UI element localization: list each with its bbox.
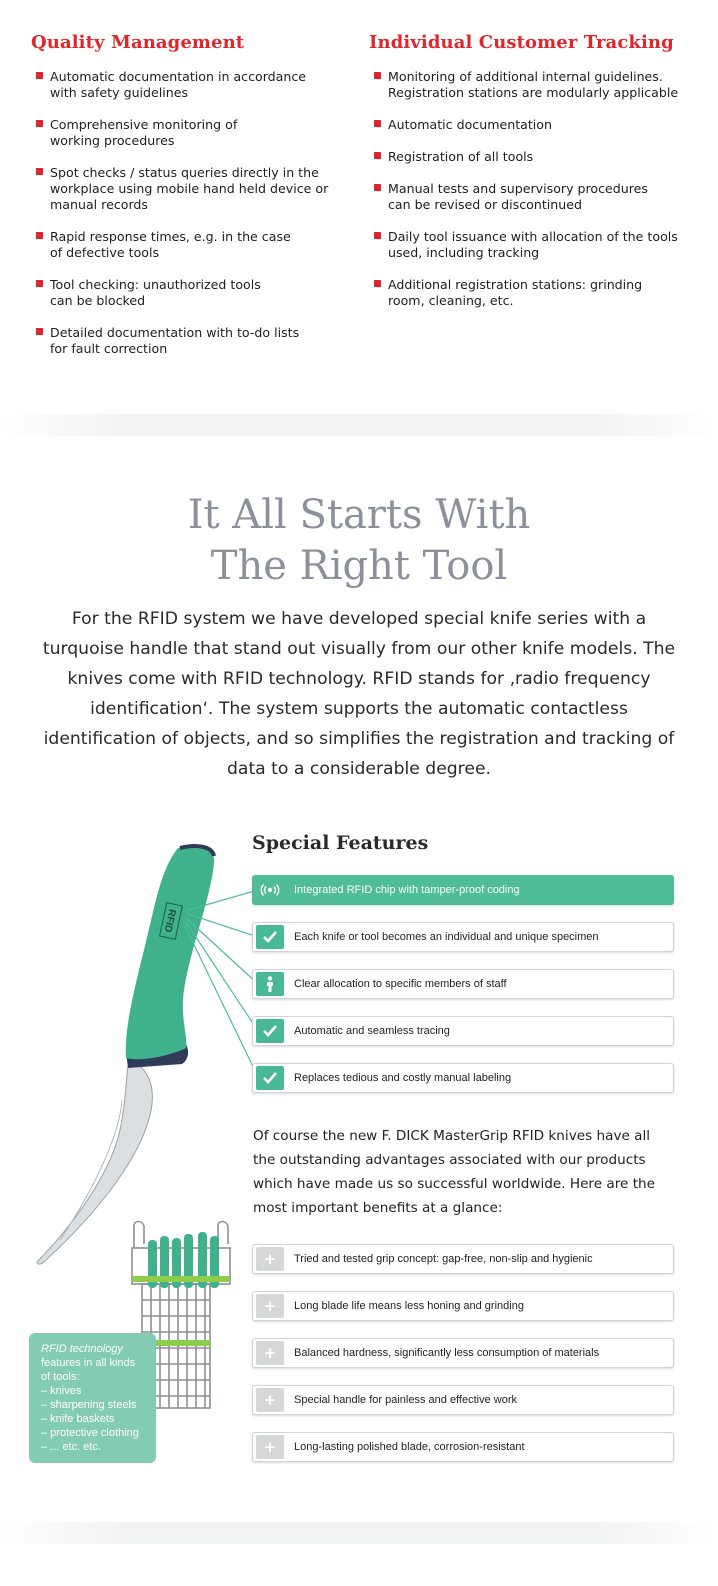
benefit-item [252,1385,674,1415]
bullet-square-icon [374,152,381,159]
info-box-line: – knife baskets [41,1413,115,1425]
list-item: Automatic documentation in accordance with safety guidelines [36,69,336,101]
info-box-line: of tools: [41,1371,80,1383]
feature-manual-labeling [252,1063,674,1093]
rfid-signal-icon [256,878,284,902]
list-item: Comprehensive monitoring of working procedures [36,117,336,149]
feature-label: Each knife or tool becomes an individual and unique specimen [294,931,599,943]
bullet-square-icon [36,120,43,127]
benefit-item [252,1244,674,1274]
bullet-square-icon [36,280,43,287]
bullet-square-icon [36,168,43,175]
quality-management-title: Quality Management [31,32,245,53]
hero-title: It All Starts With The Right Tool [187,492,531,589]
info-box-line: – protective clothing [41,1427,139,1439]
benefit-label: Long-lasting polished blade, corrosion-resistant [294,1441,525,1453]
info-box-line: – knives [41,1385,82,1397]
bullet-square-icon [374,72,381,79]
benefit-item [252,1432,674,1462]
feature-label: Replaces tedious and costly manual labeling [294,1072,512,1084]
rfid-technology-info-box [29,1333,156,1463]
special-features-title: Special Features [252,832,429,854]
benefit-label: Balanced hardness, significantly less consumption of materials [294,1347,600,1359]
bullet-square-icon [36,328,43,335]
quality-management-list [36,69,336,357]
person-icon [256,972,284,996]
list-item: Spot checks / status queries directly in the workplace using mobile hand held device or manual records [36,165,336,213]
feature-unique-specimen [252,922,674,952]
list-item: Manual tests and supervisory procedures can be revised or discontinued [374,181,704,213]
benefits-intro-paragraph: Of course the new F. DICK MasterGrip RFID knives have all the outstanding advantages associated with our products which have made us so successful worldwide. Here are the most important benefits at a glance: [253,1128,656,1216]
feature-rfid-chip [252,875,674,905]
list-item: Detailed documentation with to-do lists for fault correction [36,325,336,357]
plus-icon: + [256,1341,284,1365]
info-box-heading: RFID technology [41,1343,123,1355]
checkmark-icon [256,925,284,949]
info-box-line: – ... etc. etc. [41,1441,101,1453]
info-box-line: features in all kinds [41,1357,136,1369]
list-item: Daily tool issuance with allocation of the tools used, including tracking [374,229,704,261]
benefit-label: Special handle for painless and effective work [294,1394,517,1406]
benefit-item [252,1291,674,1321]
list-item: Monitoring of additional internal guidelines. Registration stations are modularly applicable [374,69,704,101]
customer-tracking-list [374,69,704,309]
checkmark-icon [256,1019,284,1043]
list-item: Registration of all tools [374,149,704,165]
section-divider [0,414,718,436]
plus-icon: + [256,1247,284,1271]
benefit-label: Tried and tested grip concept: gap-free, non-slip and hygienic [294,1253,593,1265]
plus-icon: + [256,1294,284,1318]
benefit-item [252,1338,674,1368]
customer-tracking-title: Individual Customer Tracking [369,32,674,53]
bullet-square-icon [374,280,381,287]
list-item: Rapid response times, e.g. in the case of defective tools [36,229,336,261]
feature-seamless-tracing [252,1016,674,1046]
list-item: Automatic documentation [374,117,704,133]
bullet-square-icon [374,120,381,127]
info-box-line: – sharpening steels [41,1399,137,1411]
benefit-label: Long blade life means less honing and grinding [294,1300,524,1312]
section-divider [0,1522,718,1544]
bullet-square-icon [374,184,381,191]
hero-body: For the RFID system we have developed special knife series with a turquoise handle that stand out visually from our other knife models. The knives come with RFID technology. RFID stands for ‚radio frequency identification‘. The system supports the automatic contactless identification of objects, and so simplifies the registration and tracking of data to a considerable degree. [42,609,676,779]
checkmark-icon [256,1066,284,1090]
plus-icon: + [256,1435,284,1459]
feature-staff-allocation [252,969,674,999]
feature-label: Clear allocation to specific members of staff [294,978,507,990]
bullet-square-icon [374,232,381,239]
feature-label: Integrated RFID chip with tamper-proof coding [294,884,520,896]
list-item: Additional registration stations: grinding room, cleaning, etc. [374,277,704,309]
plus-icon: + [256,1388,284,1412]
list-item: Tool checking: unauthorized tools can be blocked [36,277,336,309]
bullet-square-icon [36,72,43,79]
bullet-square-icon [36,232,43,239]
feature-label: Automatic and seamless tracing [294,1025,450,1037]
knife-handle-label: RFID [161,908,178,934]
